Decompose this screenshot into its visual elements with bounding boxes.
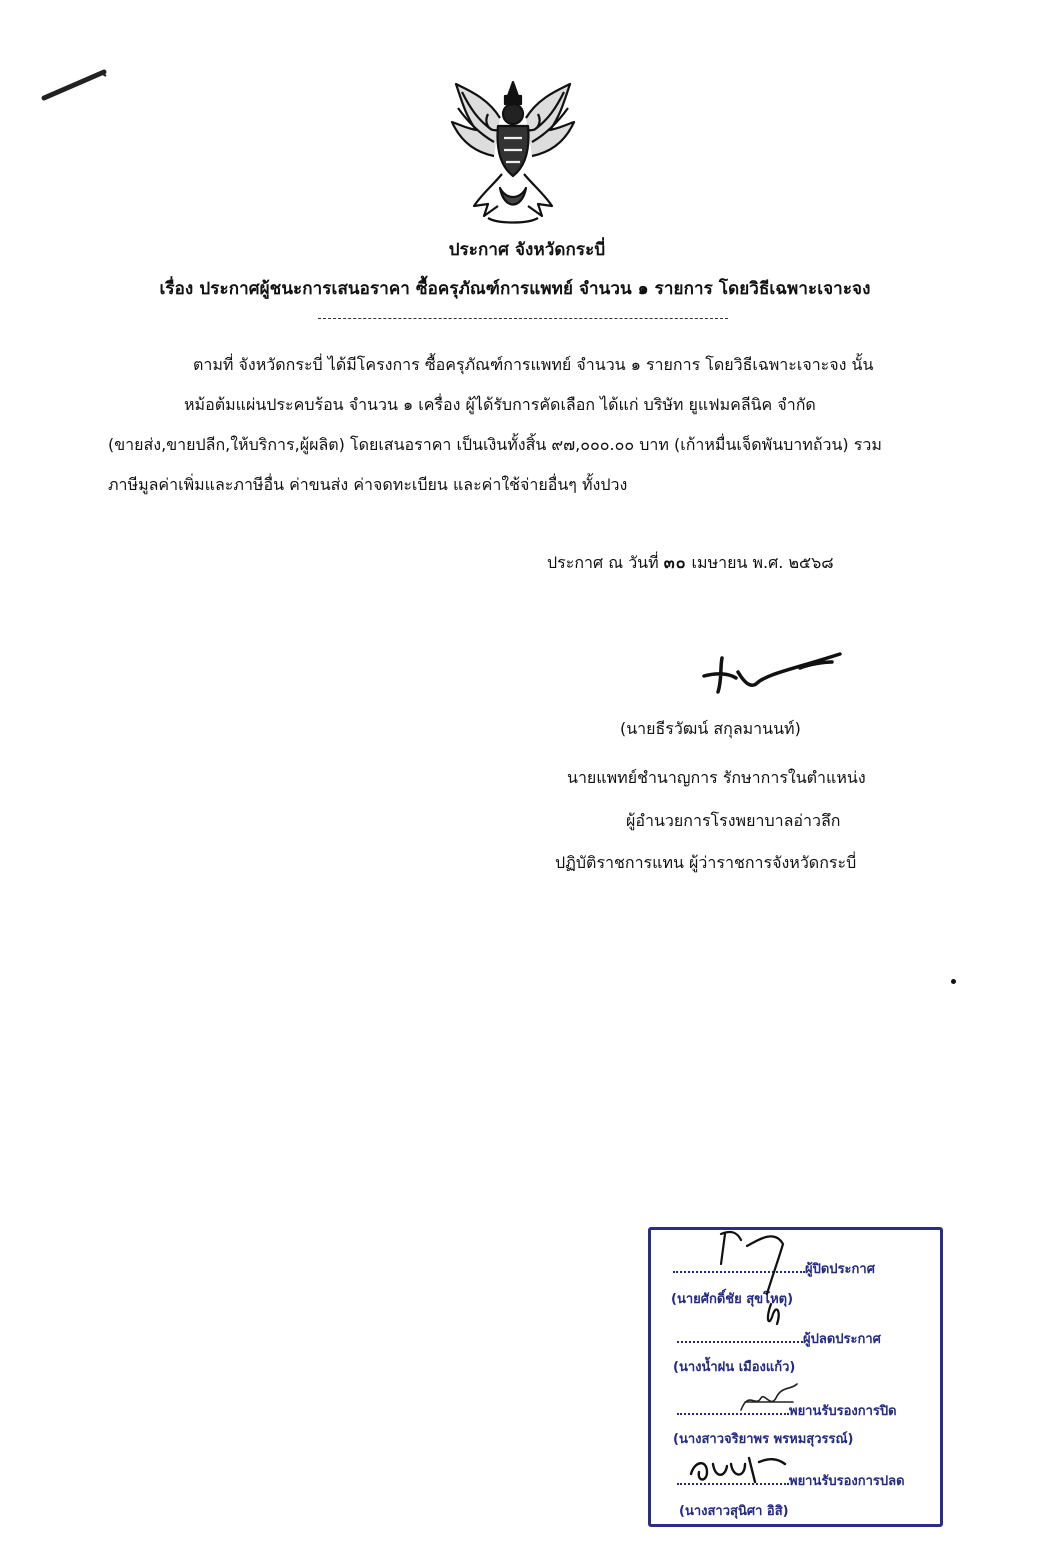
date-prefix: ประกาศ ณ วันที่ (547, 553, 659, 572)
stamp-role: พยานรับรองการปลด (789, 1474, 905, 1489)
signer-name: (นายธีรวัฒน์ สกุลมานนท์) (620, 719, 801, 738)
announcement-date (547, 551, 834, 576)
date-day: ๓๐ (663, 553, 687, 572)
pen-mark (40, 62, 110, 102)
signer-signature (700, 648, 850, 698)
signer-role: ผู้อำนวยการโรงพยาบาลอ่าวลึก (626, 811, 841, 830)
stamp-role: ผู้ปิดประกาศ (805, 1262, 875, 1277)
signer-acting: ปฏิบัติราชการแทน ผู้ว่าราชการจังหวัดกระบี่ (555, 853, 857, 872)
stamp-name: (นางสาวจริยาพร พรหมสุวรรณ์) (673, 1432, 854, 1447)
body-line-2: หม้อต้มแผ่นประคบร้อน จำนวน ๑ เครื่อง ผู้ได้รับการคัดเลือก ได้แก่ บริษัท ยูแฟมคลีนิค จำกัด (184, 395, 816, 414)
stamp-signature-3 (685, 1448, 795, 1488)
stamp-role: ผู้ปลดประกาศ (803, 1332, 881, 1347)
stamp-name: (นางน้ำฝน เมืองแก้ว) (673, 1360, 796, 1375)
ink-dot (951, 979, 956, 984)
stamp-role: พยานรับรองการปิด (789, 1404, 897, 1419)
stamp-name: (นายศักดิ์ชัย สุขโหตุ) (671, 1292, 794, 1307)
stamp-signature-2 (735, 1380, 805, 1420)
posting-stamp (648, 1227, 943, 1527)
date-suffix: เมษายน พ.ศ. ๒๕๖๘ (691, 553, 834, 572)
body-line-4: ภาษีมูลค่าเพิ่มและภาษีอื่น ค่าขนส่ง ค่าจดทะเบียน และค่าใช้จ่ายอื่นๆ ทั้งปวง (108, 475, 628, 494)
signer-position: นายแพทย์ชำนาญการ รักษาการในตำแหน่ง (567, 768, 866, 787)
body-line-1: ตามที่ จังหวัดกระบี่ ได้มีโครงการ ซื้อครุภัณฑ์การแพทย์ จำนวน ๑ รายการ โดยวิธีเฉพาะเจาะจง นั้น (193, 355, 874, 374)
divider (318, 318, 728, 319)
document-title: ประกาศ จังหวัดกระบี่ (448, 240, 606, 260)
garuda-emblem-icon (448, 78, 578, 228)
document-subject: เรื่อง ประกาศผู้ชนะการเสนอราคา ซื้อครุภัณฑ์การแพทย์ จำนวน ๑ รายการ โดยวิธีเฉพาะเจาะจง (159, 279, 871, 299)
stamp-signature-1 (711, 1224, 821, 1334)
body-line-3: (ขายส่ง,ขายปลีก,ให้บริการ,ผู้ผลิต) โดยเสนอราคา เป็นเงินทั้งสิ้น ๙๗,๐๐๐.๐๐ บาท (เก้าหมื่นเจ็ดพันบาทถ้วน) รวม (108, 435, 882, 454)
stamp-name: (นางสาวสุนิศา อิสิ) (679, 1504, 789, 1519)
